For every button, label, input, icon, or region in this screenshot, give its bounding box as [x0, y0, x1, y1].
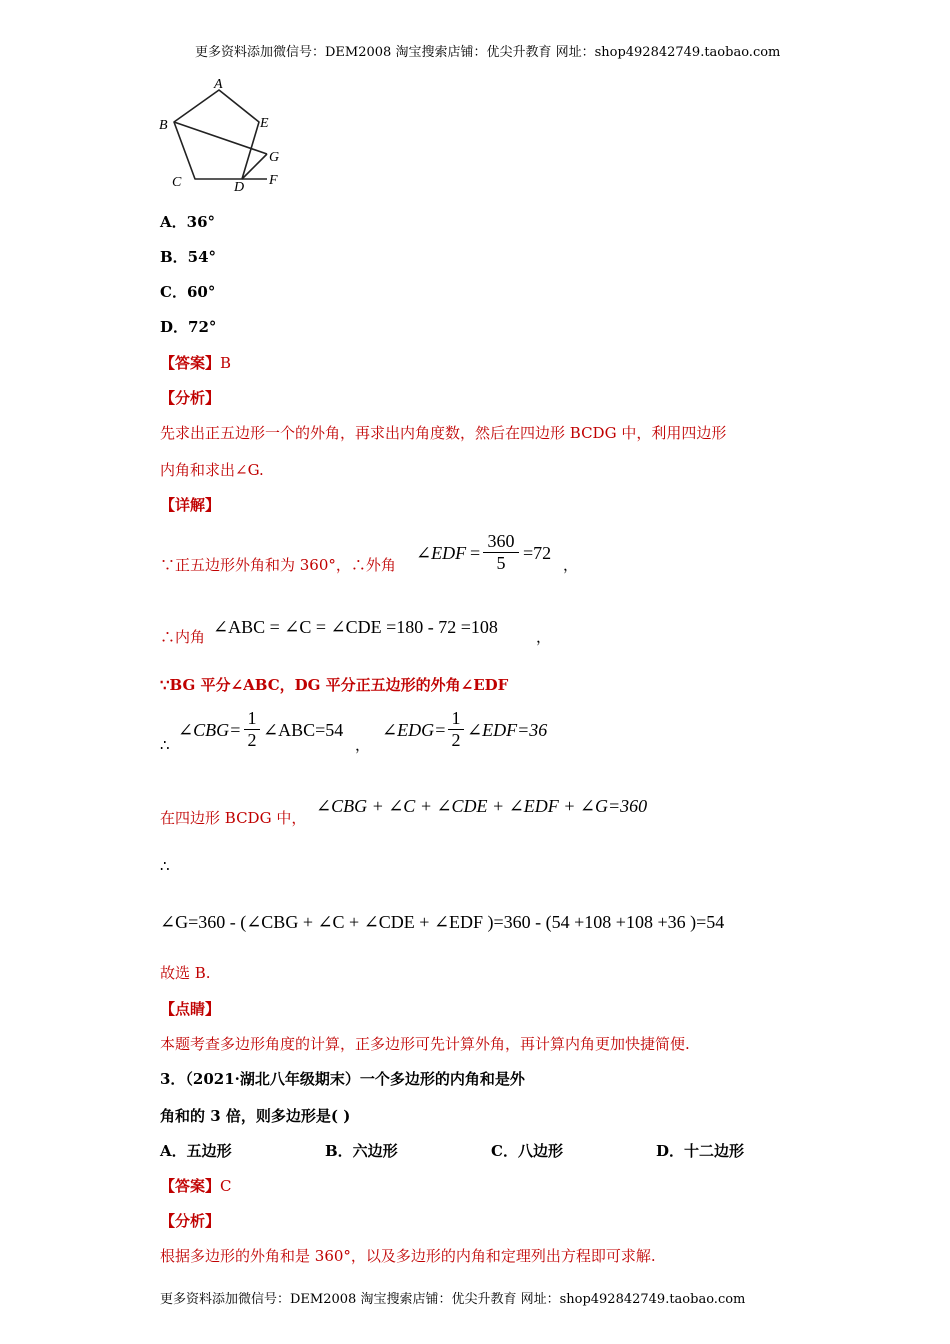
answer-value: B	[220, 354, 232, 372]
step1-denominator: 5	[496, 553, 506, 573]
step4-num-1: 1	[247, 708, 257, 728]
option-b: B．54°	[160, 248, 217, 266]
label-c: C	[172, 175, 182, 190]
option-d: D．72°	[160, 318, 217, 336]
q3-option-c: C．八边形	[491, 1142, 563, 1160]
step1-text: ∵正五边形外角和为 360°，∴外角	[160, 556, 396, 574]
step1-fraction	[483, 531, 519, 574]
page-header: 更多资料添加微信号：DEM2008 淘宝搜索店铺：优尖升教育 网址：shop492842749.taobao.com	[195, 45, 781, 60]
q3-line-1: 3．（2021·湖北八年级期末）一个多边形的内角和是外	[160, 1070, 525, 1088]
step4-sep: ，	[355, 736, 371, 754]
analysis-line-1: 先求出正五边形一个的外角，再求出内角度数，然后在四边形 BCDG 中，利用四边形	[160, 424, 727, 442]
step4-fraction-1	[244, 708, 260, 751]
step1-end: ，	[563, 556, 579, 574]
pentagon-shape	[174, 90, 259, 179]
step4-edg: ∠EDG=	[382, 720, 447, 740]
q3-analysis-text: 根据多边形的外角和是 360°，以及多边形的内角和定理列出方程即可求解.	[160, 1247, 656, 1265]
label-f: F	[269, 173, 278, 188]
label-g: G	[269, 150, 280, 165]
note-text: 本题考查多边形角度的计算，正多边形可先计算外角，再计算内角更加快捷简便.	[160, 1035, 690, 1053]
step4-num-2: 1	[451, 708, 461, 728]
step4-therefore: ∴	[160, 736, 170, 754]
q3-answer-value: C	[220, 1177, 232, 1195]
step1-lhs: ∠EDF	[416, 543, 467, 563]
step2-math: ∠ABC = ∠C = ∠CDE =180 - 72 =108	[213, 617, 498, 637]
step1-eq: =	[470, 543, 481, 563]
step4-abc: ∠ABC=54	[263, 720, 344, 740]
option-a: A．36°	[160, 213, 216, 231]
q3-answer-line	[160, 1176, 232, 1196]
q3-option-b: B．六边形	[325, 1142, 398, 1160]
step4-fraction-2	[448, 708, 464, 751]
answer-tag: 【答案】	[160, 354, 221, 372]
step1-numerator: 360	[487, 531, 515, 551]
option-c: C．60°	[160, 283, 216, 301]
analysis-tag: 【分析】	[160, 389, 221, 407]
step5-math: ∠CBG + ∠C + ∠CDE + ∠EDF + ∠G=360	[316, 796, 648, 816]
segment-bg	[174, 122, 267, 154]
step4-cbg: ∠CBG=	[178, 720, 242, 740]
step1-rhs: =72	[523, 543, 552, 563]
step2-end: ，	[536, 628, 552, 646]
step7-math: ∠G=360 - (∠CBG + ∠C + ∠CDE + ∠EDF )=360 - (54 +108 +108 +36 )=54	[160, 912, 725, 932]
answer-line	[160, 353, 231, 373]
label-a: A	[214, 77, 223, 92]
step4-den-2: 2	[451, 730, 461, 750]
step2-text: ∴内角	[160, 628, 206, 646]
q3-line-2: 角和的 3 倍，则多边形是( )	[160, 1107, 351, 1125]
step5-text: 在四边形 BCDG 中，	[160, 809, 307, 827]
label-d: D	[234, 180, 245, 195]
step4-den-1: 2	[247, 730, 257, 750]
label-b: B	[159, 118, 168, 133]
step6-therefore: ∴	[160, 857, 170, 875]
q3-analysis-tag: 【分析】	[160, 1212, 221, 1230]
q3-option-a: A．五边形	[160, 1142, 232, 1160]
pentagon-figure	[152, 74, 292, 196]
q3-answer-tag: 【答案】	[160, 1177, 221, 1195]
note-tag: 【点睛】	[160, 1000, 221, 1018]
detail-tag: 【详解】	[160, 496, 221, 514]
analysis-line-2: 内角和求出∠G.	[160, 461, 264, 479]
step4-edf: ∠EDF=36	[467, 720, 548, 740]
step3-text: ∵BG 平分∠ABC，DG 平分正五边形的外角∠EDF	[160, 676, 509, 694]
choose-text: 故选 B.	[160, 964, 211, 982]
q3-option-d: D．十二边形	[656, 1142, 745, 1160]
label-e: E	[260, 116, 269, 131]
page-footer: 更多资料添加微信号：DEM2008 淘宝搜索店铺：优尖升教育 网址：shop492842749.taobao.com	[160, 1292, 746, 1307]
